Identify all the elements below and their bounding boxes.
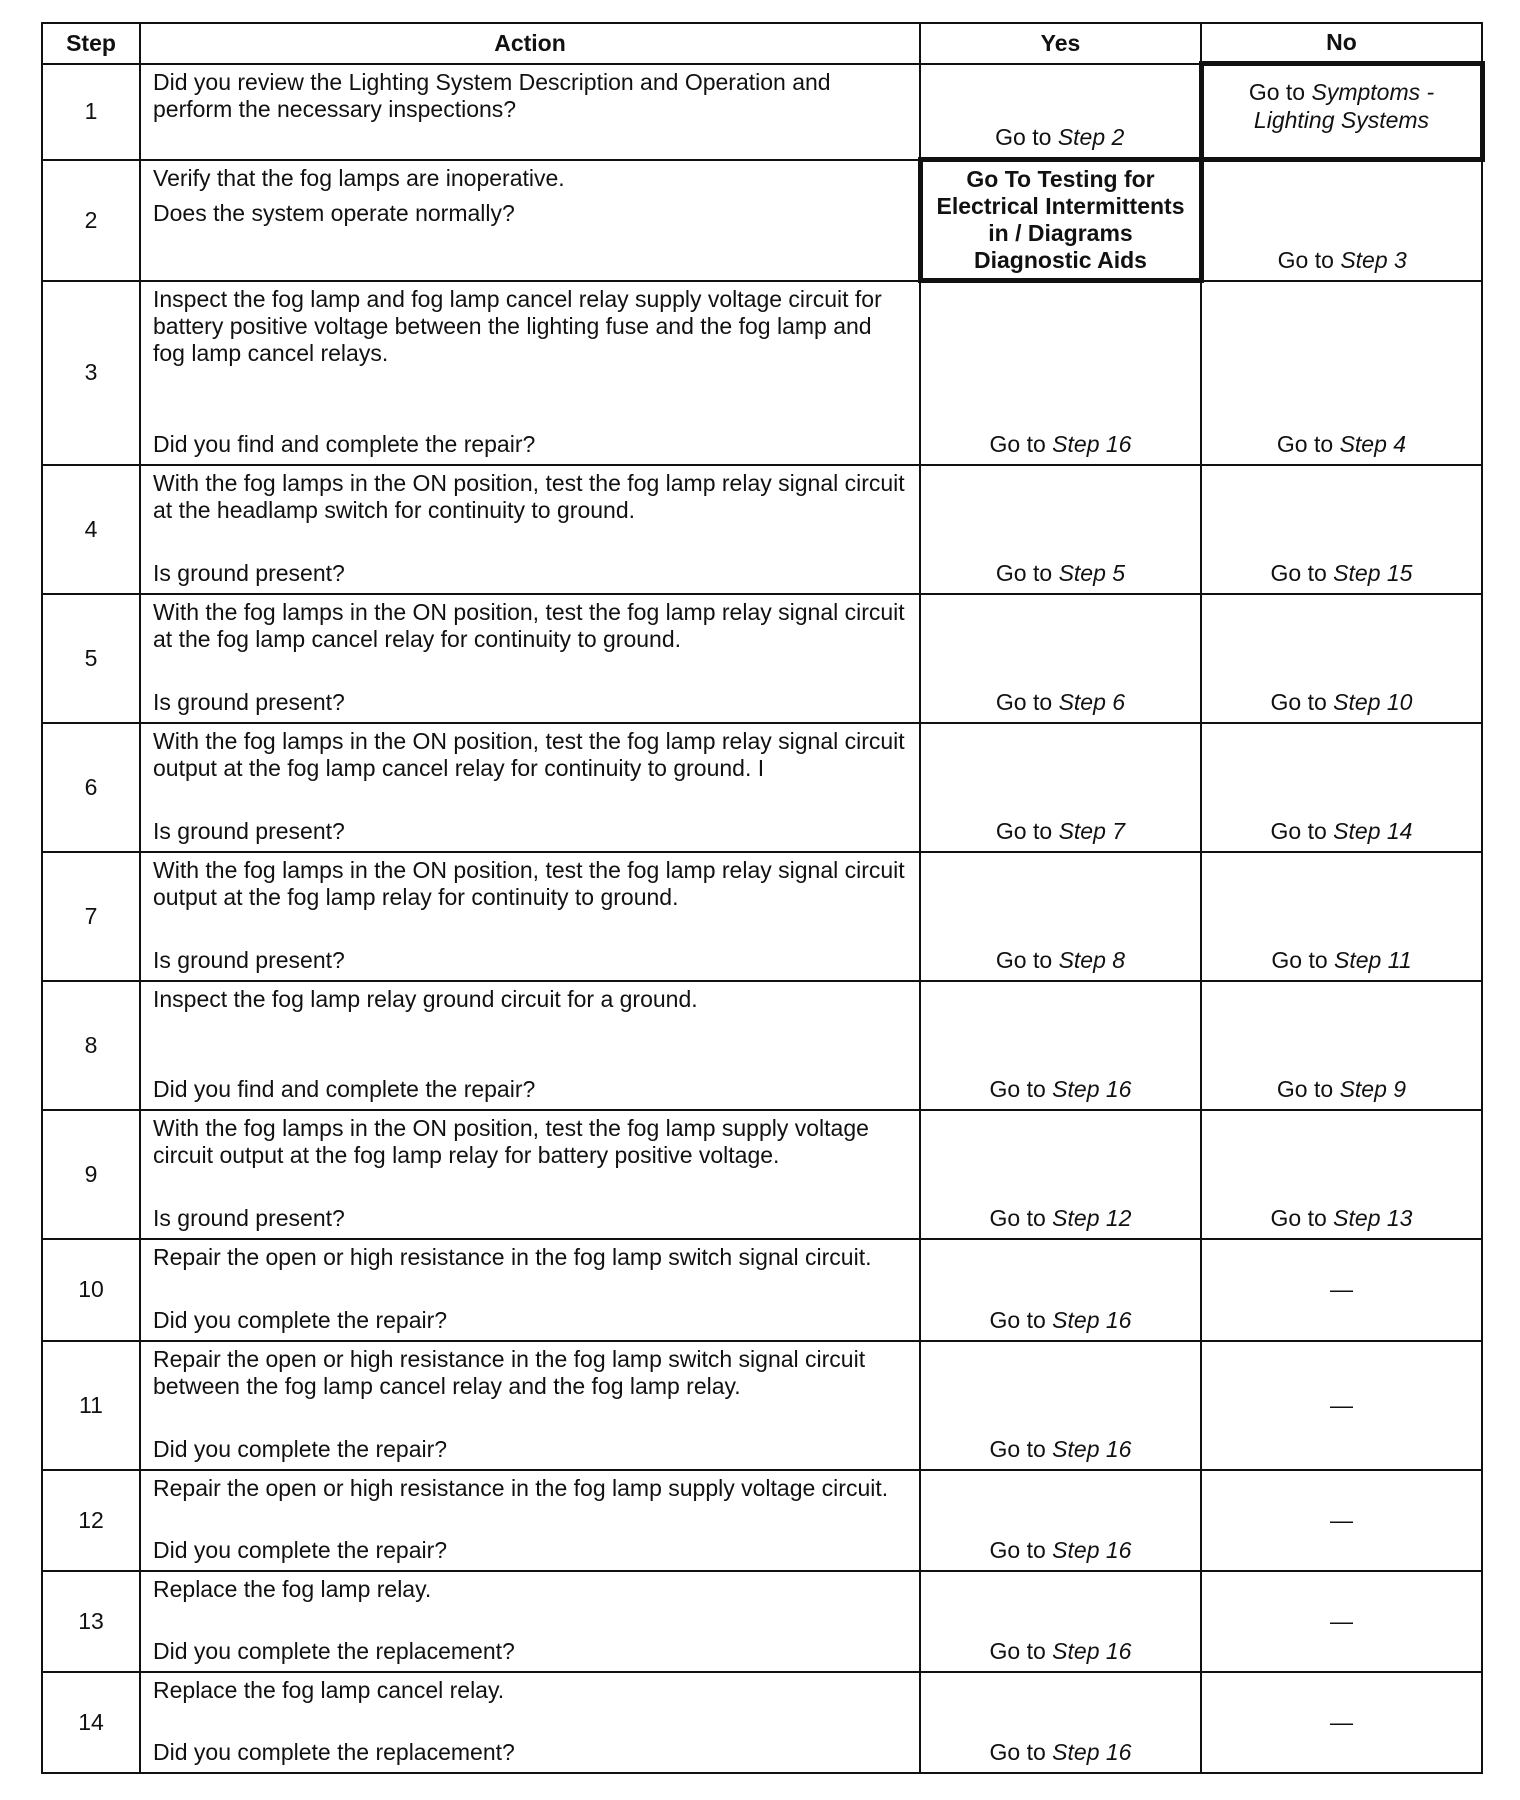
action-question: Did you find and complete the repair? (153, 430, 536, 457)
action-cell (140, 160, 920, 281)
no-cell: — (1201, 1571, 1482, 1672)
action-cell (140, 1341, 920, 1470)
yes-target: Step 12 (1052, 1204, 1132, 1231)
goto-prefix: Go to (989, 1738, 1046, 1765)
yes-target: Step 2 (1057, 124, 1125, 150)
yes-cell (920, 1470, 1201, 1571)
goto-prefix: Go to (989, 430, 1046, 457)
yes-target: Step 16 (1052, 1536, 1132, 1563)
yes-cell (920, 852, 1201, 981)
goto-prefix: Go to (995, 946, 1053, 973)
no-cell: — (1201, 1470, 1482, 1571)
action-text: With the fog lamps in the ON position, test the fog lamp supply voltage circuit output at the fog lamp relay for battery positive voltage. (153, 1114, 869, 1168)
action-cell (140, 594, 920, 723)
action-text: With the fog lamps in the ON position, test the fog lamp relay signal circuit at the fog lamp cancel relay for continuity to ground. (153, 598, 905, 652)
step-number: 6 (42, 723, 140, 852)
action-text: Repair the open or high resistance in the fog lamp switch signal circuit. (153, 1243, 872, 1270)
table-row (42, 594, 1482, 723)
no-target: Step 9 (1339, 1075, 1407, 1102)
goto-prefix: Go to (995, 688, 1053, 715)
step-number: 9 (42, 1110, 140, 1239)
table-row (42, 465, 1482, 594)
table-row (42, 1110, 1482, 1239)
action-text: Replace the fog lamp cancel relay. (153, 1676, 505, 1703)
goto-prefix: Go to (989, 1306, 1046, 1333)
yes-target: Step 16 (1052, 1637, 1132, 1664)
action-cell (140, 723, 920, 852)
goto-prefix: Go to (1276, 430, 1334, 457)
action-cell (140, 981, 920, 1110)
header-no: No (1201, 23, 1482, 64)
step-number: 11 (42, 1341, 140, 1470)
table-row (42, 1672, 1482, 1773)
table-row (42, 981, 1482, 1110)
yes-cell (920, 723, 1201, 852)
action-text: Inspect the fog lamp and fog lamp cancel relay supply voltage circuit for battery positive voltage between the lighting fuse and the fog lamp and fog lamp cancel relays. (153, 285, 882, 366)
no-target: Step 11 (1334, 946, 1412, 973)
table-row (42, 64, 1482, 160)
action-cell (140, 1571, 920, 1672)
no-cell: — (1201, 1341, 1482, 1470)
goto-prefix: Go to (989, 1075, 1046, 1102)
table-row (42, 1341, 1482, 1470)
goto-prefix: Go to (1276, 1075, 1334, 1102)
no-cell (1201, 160, 1482, 281)
yes-cell (920, 1672, 1201, 1773)
table-row (42, 1239, 1482, 1341)
no-cell (1201, 723, 1482, 852)
action-cell (140, 1110, 920, 1239)
yes-cell (920, 64, 1201, 160)
no-cell (1201, 281, 1482, 465)
header-action: Action (140, 23, 920, 64)
action-text: Replace the fog lamp relay. (153, 1575, 432, 1602)
step-number: 14 (42, 1672, 140, 1773)
goto-prefix: Go to (989, 1637, 1046, 1664)
yes-cell (920, 281, 1201, 465)
yes-cell (920, 1110, 1201, 1239)
goto-prefix: Go to (1270, 1204, 1327, 1231)
no-target: Step 10 (1333, 688, 1413, 715)
action-cell (140, 64, 920, 160)
goto-prefix: Go to (1277, 246, 1334, 273)
action-text: Inspect the fog lamp relay ground circuit for a ground. (153, 985, 698, 1012)
action-text: With the fog lamps in the ON position, test the fog lamp relay signal circuit at the headlamp switch for continuity to ground. (153, 469, 905, 523)
header-row (42, 23, 1482, 64)
yes-target: Step 16 (1052, 1075, 1132, 1102)
no-prefix: Go to (1248, 78, 1312, 105)
no-cell (1201, 852, 1482, 981)
action-question: Does the system operate normally? (153, 199, 515, 226)
goto-prefix: Go to (989, 1435, 1046, 1462)
goto-prefix: Go to (995, 559, 1053, 586)
action-question: Did you complete the replacement? (153, 1637, 515, 1664)
action-text: Did you review the Lighting System Description and Operation and perform the necessary inspections? (153, 68, 831, 122)
step-number: 8 (42, 981, 140, 1110)
header-yes: Yes (920, 23, 1201, 64)
action-question: Is ground present? (153, 688, 345, 715)
yes-cell (920, 1239, 1201, 1341)
header-step: Step (42, 23, 140, 64)
goto-prefix: Go to (1270, 559, 1327, 586)
goto-prefix: Go to (989, 1204, 1046, 1231)
step-number: 1 (42, 64, 140, 160)
yes-cell (920, 465, 1201, 594)
step-number: 10 (42, 1239, 140, 1341)
step-number: 4 (42, 465, 140, 594)
action-question: Is ground present? (153, 1204, 345, 1231)
yes-target: Step 7 (1058, 817, 1126, 844)
yes-target: Step 16 (1052, 1738, 1132, 1765)
yes-target: Step 16 (1052, 430, 1132, 457)
step-number: 3 (42, 281, 140, 465)
yes-cell (920, 981, 1201, 1110)
step-number: 2 (42, 160, 140, 281)
no-cell: — (1201, 1239, 1482, 1341)
yes-cell (920, 594, 1201, 723)
no-cell (1201, 465, 1482, 594)
step-number: 5 (42, 594, 140, 723)
no-target: Step 3 (1340, 246, 1407, 273)
no-target: Step 13 (1333, 1204, 1413, 1231)
action-text: Repair the open or high resistance in the fog lamp switch signal circuit between the fog lamp cancel relay and the fog lamp relay. (153, 1345, 866, 1399)
action-cell (140, 1470, 920, 1571)
action-text: With the fog lamps in the ON position, test the fog lamp relay signal circuit output at the fog lamp relay for continuity to ground. (153, 856, 905, 910)
goto-prefix: Go to (995, 817, 1053, 844)
yes-target: Step 16 (1052, 1435, 1132, 1462)
yes-target: Step 16 (1052, 1306, 1132, 1333)
goto-prefix: Go to (1271, 946, 1328, 973)
yes-cell (920, 1341, 1201, 1470)
no-cell: — (1201, 1672, 1482, 1773)
no-target: Step 14 (1333, 817, 1413, 844)
goto-prefix: Go to (1270, 688, 1327, 715)
no-target: Symptoms - Lighting Systems (1253, 78, 1435, 133)
diagnostic-table (41, 22, 1485, 1774)
goto-prefix: Go to (995, 124, 1052, 150)
action-cell (140, 281, 920, 465)
yes-target: Step 5 (1058, 559, 1126, 586)
no-cell (1201, 1110, 1482, 1239)
goto-prefix: Go to (989, 1536, 1046, 1563)
yes-target: Step 8 (1058, 946, 1126, 973)
no-cell (1201, 981, 1482, 1110)
table-row (42, 281, 1482, 465)
step-number: 12 (42, 1470, 140, 1571)
step-number: 13 (42, 1571, 140, 1672)
action-question: Is ground present? (153, 817, 345, 844)
action-cell (140, 852, 920, 981)
table-row (42, 723, 1482, 852)
action-cell (140, 1239, 920, 1341)
yes-target: Step 6 (1058, 688, 1126, 715)
no-cell (1201, 64, 1482, 160)
action-question: Did you complete the repair? (153, 1536, 448, 1563)
table-row (42, 1571, 1482, 1672)
yes-cell: Go To Testing for Electrical Intermittents in / Diagrams Diagnostic Aids (920, 160, 1201, 281)
yes-cell (920, 1571, 1201, 1672)
action-cell (140, 1672, 920, 1773)
action-text: With the fog lamps in the ON position, test the fog lamp relay signal circuit output at the fog lamp cancel relay for continuity to ground. I (153, 727, 905, 781)
action-text: Verify that the fog lamps are inoperative. (153, 164, 565, 191)
action-question: Is ground present? (153, 559, 345, 586)
action-question: Did you find and complete the repair? (153, 1075, 536, 1102)
action-question: Did you complete the repair? (153, 1306, 448, 1333)
no-cell (1201, 594, 1482, 723)
table-row (42, 1470, 1482, 1571)
no-target: Step 4 (1339, 430, 1407, 457)
table-row (42, 160, 1482, 281)
goto-prefix: Go to (1270, 817, 1327, 844)
no-target: Step 15 (1333, 559, 1413, 586)
table-row (42, 852, 1482, 981)
action-text: Repair the open or high resistance in the fog lamp supply voltage circuit. (153, 1474, 889, 1501)
action-question: Is ground present? (153, 946, 345, 973)
action-question: Did you complete the replacement? (153, 1738, 515, 1765)
action-question: Did you complete the repair? (153, 1435, 448, 1462)
step-number: 7 (42, 852, 140, 981)
action-cell (140, 465, 920, 594)
